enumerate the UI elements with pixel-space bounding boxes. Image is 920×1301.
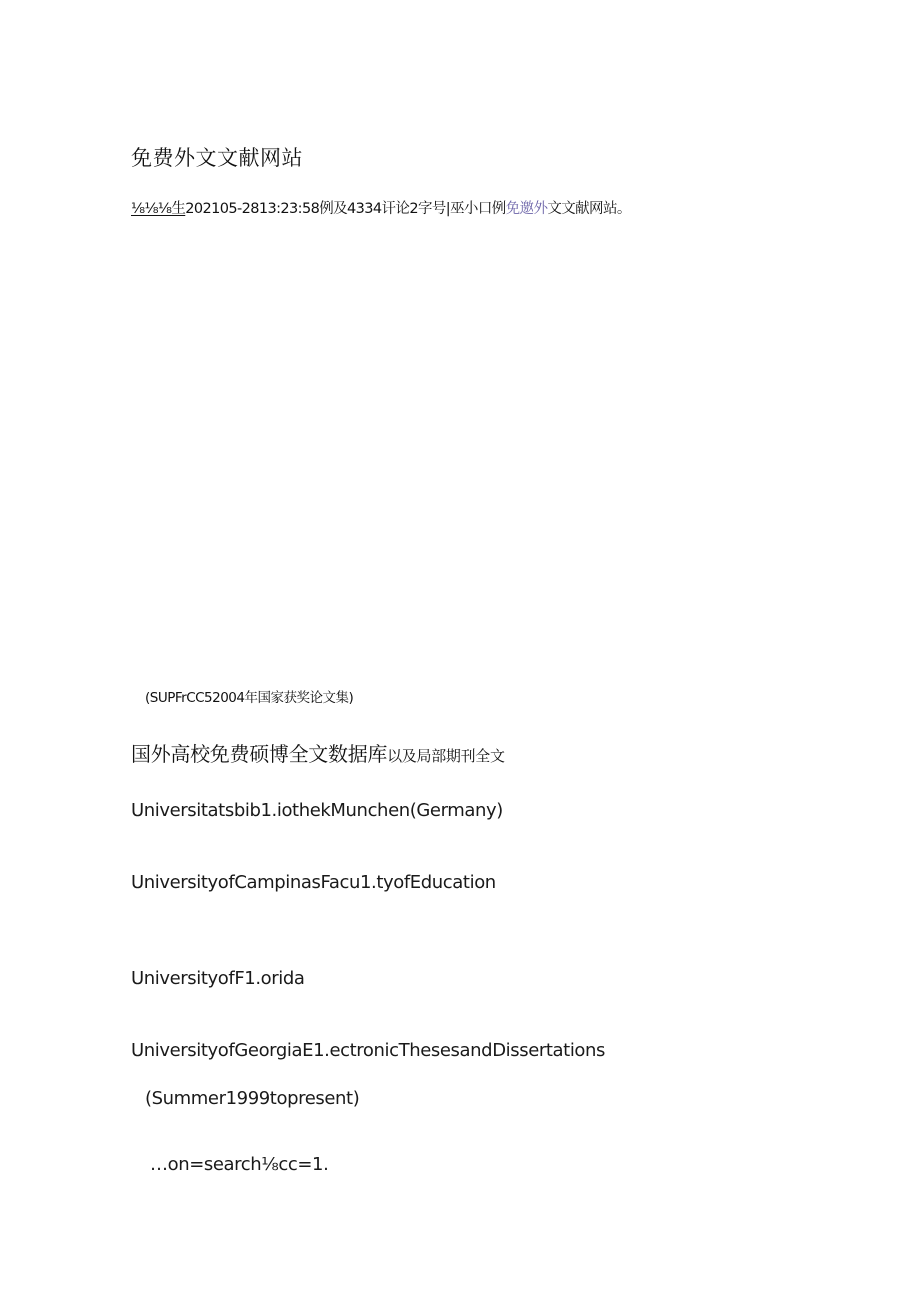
document-title: 免费外文文献网站 [131,146,303,170]
university-entry: Universitatsbib1.iothekMunchen(Germany) [131,800,503,821]
author-link[interactable]: ⅛⅛⅛生 [131,201,186,217]
document-meta [131,197,631,218]
university-entry: UniversityofGeorgiaE1.ectronicThesesandDissertations [131,1040,606,1061]
university-entry: UniversityofCampinasFacu1.tyofEducation [131,872,496,893]
section-heading [131,738,505,767]
meta-rest: 文文献网站。 [547,201,631,217]
section-heading-small: 以及局部期刊全文 [387,747,505,765]
university-entry: UniversityofF1.orida [131,968,305,989]
meta-info: 202105-2813:23:58例及4334讦论2字号|巫小口例 [185,201,506,217]
section-heading-large: 国外高校免费硕博全文数据库 [131,742,388,766]
meta-accent-link[interactable]: 免邀外 [505,201,548,217]
date-range-note: (Summer1999topresent) [145,1088,360,1109]
award-note: (SUPFrCC52004年国家获奖论文集) [145,690,354,706]
url-fragment: …on=search⅛cc=1. [150,1154,329,1175]
